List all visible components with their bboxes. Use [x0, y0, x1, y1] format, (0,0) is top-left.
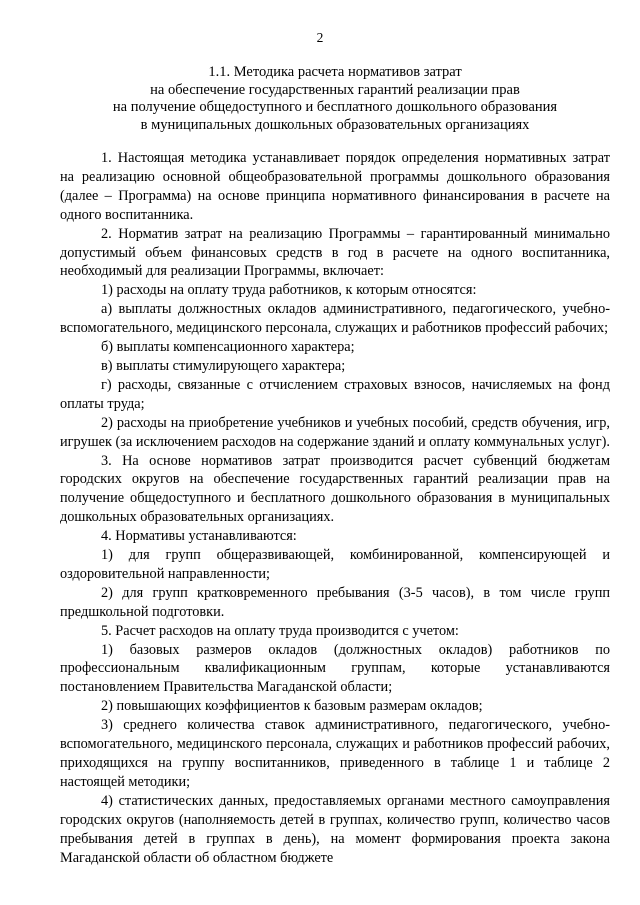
paragraph-2-item-2: 2) расходы на приобретение учебников и учебных пособий, средств обучения, игр, игрушек (за исключением расходов на содержание зданий и оплату коммунальных услуг). [60, 414, 610, 450]
title-line: на получение общедоступного и бесплатного дошкольного образования [112, 99, 558, 115]
section-title [60, 64, 610, 134]
paragraph-4-item-2: 2) для групп кратковременного пребывания (3-5 часов), в том числе групп предшкольной подготовки. [60, 584, 610, 620]
paragraph-5-item-2: 2) повышающих коэффициентов к базовым размерам окладов; [101, 698, 483, 715]
paragraph-5: 5. Расчет расходов на оплату труда производится с учетом: [101, 622, 459, 639]
title-line: 1.1. Методика расчета нормативов затрат [208, 64, 462, 80]
paragraph-5-item-1: 1) базовых размеров окладов (должностных окладов) работников по профессиональным квалификационным группам, которые устанавливаются постановлением Правительства Магаданской области; [60, 641, 610, 696]
paragraph-2-item-1: 1) расходы на оплату труда работников, к которым относятся: [101, 282, 477, 299]
paragraph-5-item-4: 4) статистических данных, предоставляемых органами местного самоуправления городских округов (наполняемость детей в группах, количество групп, количество часов пребывания детей в группах в день), на момент формирования проекта закона Магаданской области об областном бюджете [60, 792, 610, 866]
paragraph-2: 2. Норматив затрат на реализацию Программы – гарантированный минимально допустимый объем финансовых средств в год в расчете на одного воспитанника, необходимый для реализации Программы, включает: [60, 225, 610, 280]
paragraph-4: 4. Нормативы устанавливаются: [101, 528, 297, 545]
paragraph-2-item-1a: а) выплаты должностных окладов административного, педагогического, учебно-вспомогательного, медицинского персонала, служащих и работников профессий рабочих; [60, 301, 610, 337]
title-line: в муниципальных дошкольных образовательных организациях [140, 116, 530, 133]
paragraph-2-item-1d: г) расходы, связанные с отчислением страховых взносов, начисляемых на фонд оплаты труда; [60, 376, 610, 412]
paragraph-4-item-1: 1) для групп общеразвивающей, комбинированной, компенсирующей и оздоровительной направленности; [60, 547, 610, 582]
paragraph-3: 3. На основе нормативов затрат производится расчет субвенций бюджетам городских округов на обеспечение государственных гарантий реализации прав на получение общедоступного и бесплатного дошкольного образования в муниципальных дошкольных образовательных организациях. [60, 452, 610, 526]
page-number: 2 [316, 30, 324, 45]
document-body [60, 149, 610, 867]
paragraph-2-item-1b: б) выплаты компенсационного характера; [101, 339, 355, 356]
paragraph-2-item-1c: в) выплаты стимулирующего характера; [101, 357, 346, 374]
title-line: на обеспечение государственных гарантий реализации прав [150, 81, 520, 98]
paragraph-5-item-3: 3) среднего количества ставок административного, педагогического, учебно-вспомогательного, медицинского персонала, служащих и работников профессий рабочих, приходящихся на группу воспитанников, приведенного в таблице 1 и таблице 2 настоящей методики; [60, 717, 610, 790]
paragraph-1: 1. Настоящая методика устанавливает порядок определения нормативных затрат на реализацию основной общеобразовательной программы дошкольного образования (далее – Программа) на основе принципа нормативного финансирования в расчете на одного воспитанника. [60, 150, 610, 223]
